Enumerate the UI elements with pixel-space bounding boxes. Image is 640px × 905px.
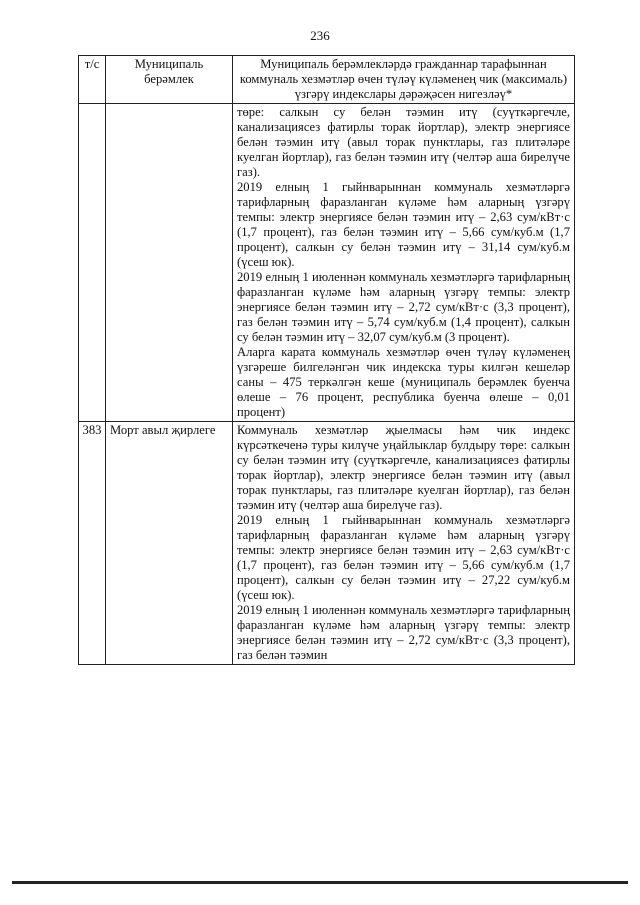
paragraph: 2019 елның 1 июленнән коммуналь хезмәтләргә тарифларның фаразланган күләме һәм аларның үзгәрү темпы: электр энергиясе белән тәэмин итү – 2,72 сум/кВт·с (3,3 процент), газ белән тәэмин [237, 603, 570, 662]
row-num: 383 [79, 422, 106, 665]
paragraph: 2019 елның 1 гыйнварыннан коммуналь хезмәтләргә тарифларның фаразланган күләме һәм аларның үзгәрү темпы: электр энергиясе белән тәэмин итү – 2,63 сум/кВт·с (1,7 процент), газ белән тәэмин итү – 5,66 сум/куб.м (1,7 процент), салкын су белән тәэмин итү – 31,14 сум/куб.м (үсеш юк). [237, 180, 570, 269]
page-number: 236 [310, 28, 330, 43]
header-index: Муниципаль берәмлекләрдә гражданнар тарафыннан коммуналь хезмәтләр өчен түләү күләменең чик (максималь) үзгәрү индекслары дәрәҗәсен нигезләү* [233, 56, 575, 104]
header-municipality: Муниципаль берәмлек [106, 56, 233, 104]
table-row [79, 104, 575, 422]
row-municipality: Морт авыл җирлеге [106, 422, 233, 665]
paragraph: Аларга карата коммуналь хезмәтләр өчен түләү күләменең үзгәреше билгеләнгән чик индекска туры килгән кешеләр саны – 475 теркәлгән кеше (муниципаль берәмлек буенча өлеше – 76 процент, республика буенча өлеше – 0,01 процент) [237, 345, 570, 419]
paragraph: төре: салкын су белән тәэмин итү (суүткәргечле, канализациясез фатирлы торак йортлар), электр энергиясе белән тәэмин итү (авыл торак пунктлары, газ плитәләре куелган йортлар), газ белән тәэмин итү (челтәр аша бирелүче газ). [237, 105, 570, 179]
paragraph: 2019 елның 1 июленнән коммуналь хезмәтләргә тарифларның фаразланган күләме һәм аларның үзгәрү темпы: электр энергиясе белән тәэмин итү – 2,72 сум/кВт·с (3,3 процент), газ белән тәэмин итү – 5,74 сум/куб.м (1,4 процент), салкын су белән тәэмин итү – 32,07 сум/куб.м (3 процент). [237, 270, 570, 344]
row-description [233, 104, 575, 422]
row-description [233, 422, 575, 665]
row-num [79, 104, 106, 422]
paragraph: 2019 елның 1 гыйнварыннан коммуналь хезмәтләргә тарифларның фаразланган күләме һәм аларның үзгәрү темпы: электр энергиясе белән тәэмин итү – 2,63 сум/кВт·с (1,7 процент), газ белән тәэмин итү – 5,66 сум/куб.м (1,7 процент), салкын су белән тәэмин итү – 27,22 сум/куб.м (үсеш юк). [237, 513, 570, 602]
paragraph: Коммуналь хезмәтләр җыелмасы һәм чик индекс күрсәткеченә туры килүче уңайлыклар булдыру төре: салкын су белән тәэмин итү (суүткәргечле, канализациясез фатирлы торак йортлар), электр энергиясе белән тәэмин итү (авыл торак пунктлары, газ плитәләре куелган йортлар), газ белән тәэмин итү (челтәр аша бирелүче газ). [237, 423, 570, 512]
tariff-index-table [78, 55, 575, 665]
table-header-row [79, 56, 575, 104]
page-bottom-rule [12, 881, 628, 884]
row-municipality [106, 104, 233, 422]
header-num: т/с [79, 56, 106, 104]
table-row [79, 422, 575, 665]
